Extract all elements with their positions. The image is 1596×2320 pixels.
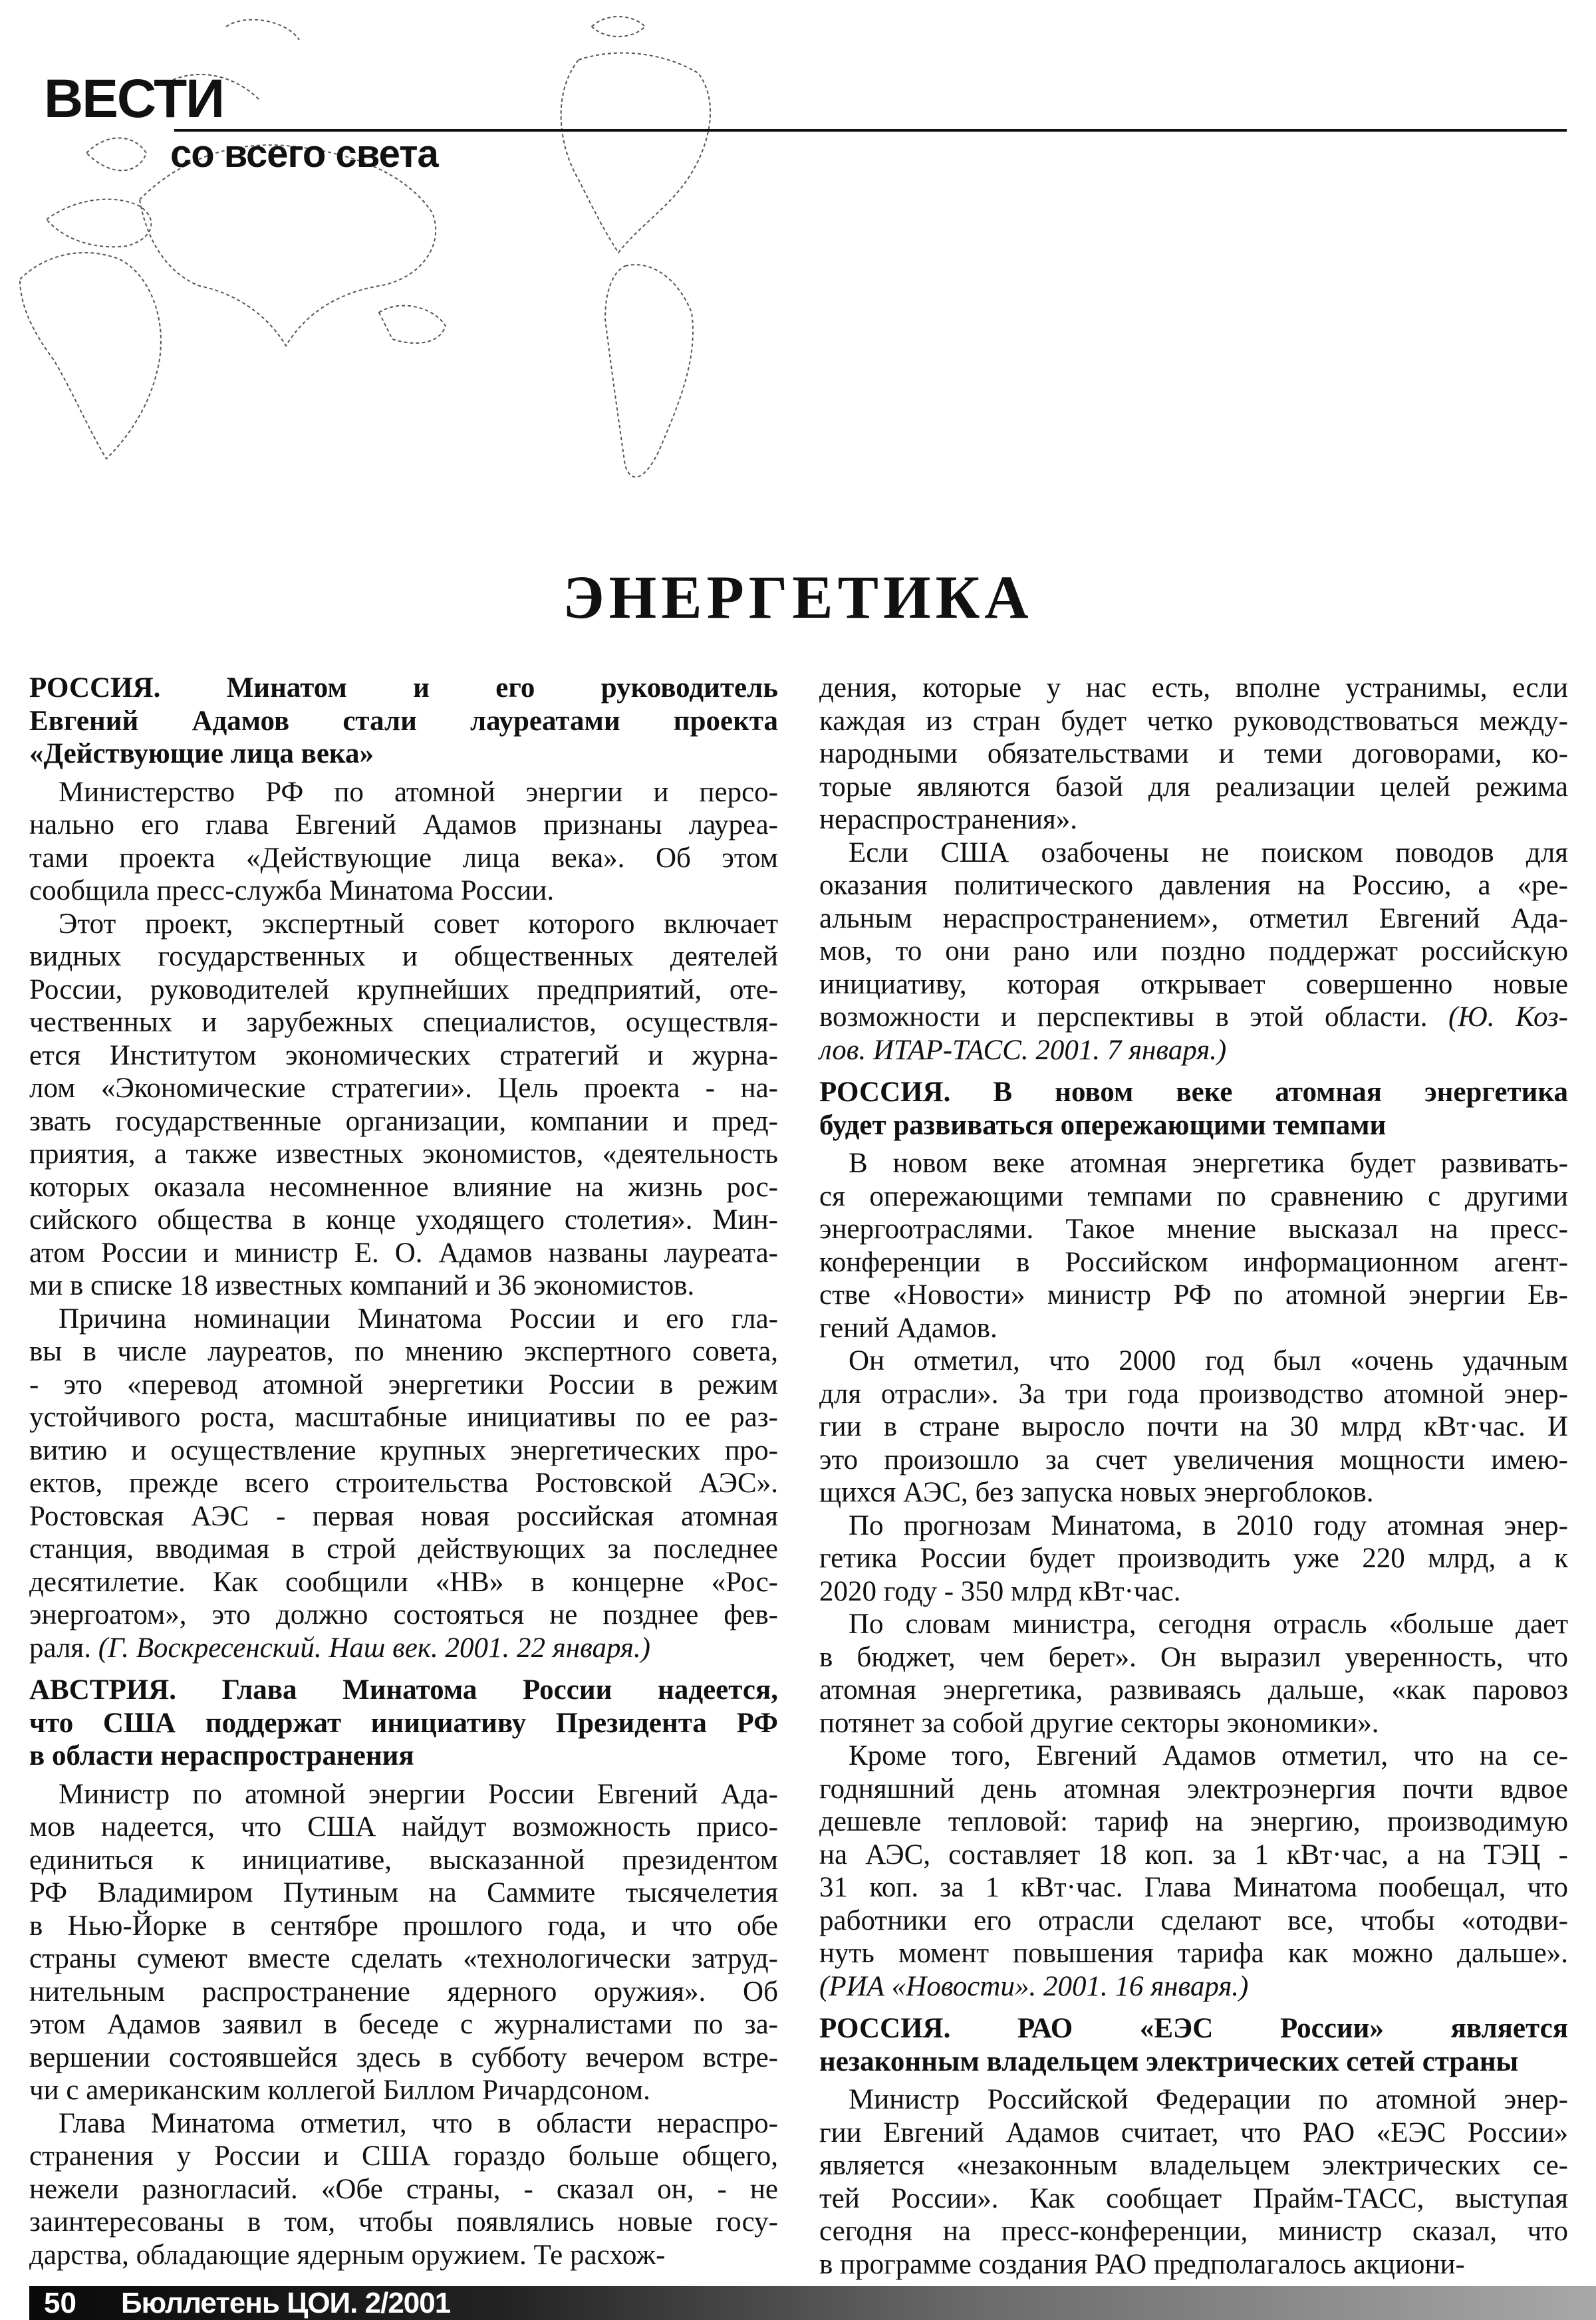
paragraph (29, 2107, 778, 2272)
text-line: витию и осуществление крупных энергетических про- (29, 1434, 778, 1466)
text-line: стве «Новости» министр РФ по атомной энергии Ев- (819, 1279, 1568, 1311)
text-line: России, руководителей крупнейших предприятий, оте- (29, 973, 778, 1005)
paragraph (819, 837, 1568, 1067)
text-line (29, 1632, 778, 1665)
text-line: 31 коп. за 1 кВт·час. Глава Минатома пообещал, что (819, 1872, 1568, 1903)
text-line: ектов, прежде всего строительства Ростовской АЭС». (29, 1468, 778, 1499)
paragraph (29, 908, 778, 1303)
text-line: это произошло за счет увеличения мощности имею- (819, 1444, 1568, 1476)
text-line: По словам министра, сегодня отрасль «больше дает (849, 1609, 1568, 1640)
text-line: «Действующие лица века» (29, 738, 374, 769)
text-line: видных государственных и общественных деятелей (29, 941, 778, 972)
header-rule (174, 129, 1567, 132)
paragraph (819, 1509, 1568, 1609)
footer-bar (29, 2286, 1596, 2320)
paragraph (819, 1608, 1568, 1740)
text-line: Министр Российской Федерации по атомной энер- (849, 2084, 1568, 2115)
text-line: мов, то они рано или поздно поддержат российскую (819, 936, 1568, 967)
text-line: 2020 году - 350 млрд кВт·час. (819, 1575, 1181, 1607)
brand-title: ВЕСТИ (44, 68, 224, 129)
text-line: вершении состоявшейся здесь в субботу вечером встре- (29, 2041, 778, 2073)
text-line: энергоотраслями. Такое мнение высказал на пресс- (819, 1214, 1568, 1245)
text-line: тей России». Как сообщает Прайм-ТАСС, выступая (819, 2182, 1568, 2214)
text-line: Он отметил, что 2000 год был «очень удачным (849, 1345, 1568, 1376)
text-line (819, 1001, 1568, 1034)
text-line: торые являются базой для реализации целей режима (819, 771, 1568, 803)
text-line: сегодня на пресс-конференции, министр сказал, что (819, 2216, 1568, 2247)
brand-subtitle: со всего света (170, 132, 438, 176)
text-line: странения у России и США гораздо больше общего, (29, 2140, 778, 2172)
text-line: которых оказала несомненное влияние на жизнь рос- (29, 1171, 778, 1203)
text-line: Причина номинации Минатома России и его гла- (59, 1303, 778, 1335)
line-text: возможности и перспективы в этой области. (819, 1001, 1449, 1033)
text-line: народными обязательствами и теми договорами, ко- (819, 738, 1568, 769)
text-line: потянет за собой другие секторы экономики». (819, 1707, 1379, 1739)
text-line: станция, вводимая в строй действующих за последнее (29, 1533, 778, 1565)
text-line: заинтересованы в том, чтобы появлялись новые госу- (29, 2206, 778, 2238)
text-line: Ростовская АЭС - первая новая российская атомная (29, 1500, 778, 1532)
text-line: По прогнозам Минатома, в 2010 году атомная энер- (849, 1509, 1568, 1541)
text-line: Глава Минатома отметил, что в области нераспро- (59, 2107, 778, 2139)
text-line: чественных и зарубежных специалистов, осуществля- (29, 1007, 778, 1038)
text-line: дения, которые у нас есть, вполне устранимы, если (819, 672, 1568, 704)
text-line: вы в числе лауреатов, по мнению экспертного совета, (29, 1336, 778, 1367)
text-line: нуть момент повышения тарифа как можно дальше». (819, 1938, 1568, 1969)
text-line: Министр по атомной энергии России Евгений Ада- (59, 1778, 778, 1810)
text-line: щихся АЭС, без запуска новых энергоблоков. (819, 1477, 1374, 1508)
text-line (819, 1970, 1568, 2003)
text-line: гии в стране выросло почти на 30 млрд кВт·час. И (819, 1411, 1568, 1442)
source-citation: (РИА «Новости». 2001. 16 января.) (819, 1970, 1249, 2002)
text-line: является «незаконным владельцем электрических се- (819, 2150, 1568, 2181)
paragraph (29, 776, 778, 908)
text-line: что США поддержат инициативу Президента РФ (29, 1707, 778, 1739)
paragraph (819, 1147, 1568, 1345)
paragraph (29, 1303, 778, 1665)
paragraph (819, 1345, 1568, 1509)
text-line: лом «Экономические стратегии». Цель проекта - на- (29, 1073, 778, 1104)
text-line: нераспространения». (819, 804, 1077, 835)
text-line: мов надеется, что США найдут возможность присо- (29, 1811, 778, 1843)
text-line: этом Адамов заявил в беседе с журналистами по за- (29, 2009, 778, 2040)
text-line: десятилетие. Как сообщили «НВ» в концерне «Рос- (29, 1566, 778, 1598)
text-line: нительным распространение ядерного оружия». Об (29, 1976, 778, 2007)
paragraph (819, 2083, 1568, 2281)
text-line: Этот проект, экспертный совет которого включает (59, 908, 778, 940)
column-right (819, 672, 1568, 2281)
text-line: АВСТРИЯ. Глава Минатома России надеется, (29, 1674, 778, 1706)
text-line: энергоатом», это должно состояться не позднее фев- (29, 1599, 778, 1630)
text-line: конференции в Российском информационном агент- (819, 1246, 1568, 1278)
text-line: оказания политического давления на Россию, а «ре- (819, 870, 1568, 901)
text-line: приятия, а также известных экономистов, «деятельность (29, 1138, 778, 1170)
source-citation: лов. ИТАР-ТАСС. 2001. 7 января.) (819, 1034, 1227, 1066)
text-line: инициативу, которая открывает совершенно новые (819, 968, 1568, 1000)
source-citation: (Ю. Коз- (1448, 1001, 1568, 1033)
text-line: чи с американским коллегой Биллом Ричардсоном. (29, 2075, 650, 2106)
text-line: Кроме того, Евгений Адамов отметил, что на се- (849, 1740, 1568, 1771)
text-line: тами проекта «Действующие лица века». Об этом (29, 842, 778, 874)
journal-title: Бюллетень ЦОИ. 2/2001 (121, 2287, 451, 2319)
text-line: нежели разногласий. «Обе страны, - сказал он, - не (29, 2173, 778, 2205)
text-line (819, 1034, 1568, 1067)
text-line: незаконным владельцем электрических сетей страны (819, 2045, 1519, 2077)
paragraph (819, 672, 1568, 837)
text-line: будет развиваться опережающими темпами (819, 1109, 1387, 1141)
text-line: атом России и министр Е. О. Адамов названы лауреата- (29, 1237, 778, 1269)
text-line: на АЭС, составляет 18 коп. за 1 кВт·час, а на ТЭЦ - (819, 1839, 1568, 1870)
text-line: РОССИЯ. В новом веке атомная энергетика (819, 1077, 1568, 1108)
text-line: ется Институтом экономических стратегий и журна- (29, 1039, 778, 1071)
text-line: Если США озабочены не поиском поводов для (849, 837, 1568, 868)
section-title: ЭНЕРГЕТИКА (563, 563, 1033, 631)
text-line: каждая из стран будет четко руководствоваться между- (819, 705, 1568, 737)
article-heading (819, 2012, 1568, 2078)
text-line: РОССИЯ. Минатом и его руководитель (29, 672, 778, 704)
article-heading (29, 1674, 778, 1773)
line-text: раля. (29, 1632, 98, 1664)
text-line: сийского общества в конце уходящего столетия». Мин- (29, 1204, 778, 1235)
text-line: РФ Владимиром Путиным на Саммите тысячелетия (29, 1877, 778, 1908)
text-line: в Нью-Йорке в сентябре прошлого года, и что обе (29, 1910, 778, 1942)
text-line: Министерство РФ по атомной энергии и персо- (59, 776, 778, 808)
text-line: работники его отрасли сделают все, чтобы «отодви- (819, 1904, 1568, 1936)
source-citation: (Г. Воскресенский. Наш век. 2001. 22 января.) (98, 1632, 650, 1664)
paragraph (29, 1778, 778, 2107)
text-line: устойчивого роста, масштабные инициативы по ее раз- (29, 1402, 778, 1433)
text-line: нально его глава Евгений Адамов признаны лауреа- (29, 809, 778, 840)
article-heading (29, 672, 778, 771)
text-line: В новом веке атомная энергетика будет развивать- (849, 1148, 1568, 1179)
text-line: ми в списке 18 известных компаний и 36 экономистов. (29, 1270, 695, 1301)
text-line: гений Адамов. (819, 1312, 998, 1344)
text-line: РОССИЯ. РАО «ЕЭС России» является (819, 2013, 1568, 2044)
text-line: гетика России будет производить уже 220 млрд, а к (819, 1543, 1568, 1574)
text-line: альным нераспространением», отметил Евгений Ада- (819, 902, 1568, 934)
text-line: атомная энергетика, развиваясь дальше, «как паровоз (819, 1674, 1568, 1706)
paragraph (819, 1740, 1568, 2003)
text-line: для отрасли». За три года производство атомной энер- (819, 1378, 1568, 1410)
text-line: гии Евгений Адамов считает, что РАО «ЕЭС России» (819, 2117, 1568, 2148)
text-line: звать государственные организации, компании и пред- (29, 1105, 778, 1137)
text-line: годняшний день атомная электроэнергия почти вдвое (819, 1773, 1568, 1805)
text-line: в бюджет, чем берет». Он выразил уверенность, что (819, 1641, 1568, 1673)
text-line: страны сумеют вместе сделать «технологически затруд- (29, 1943, 778, 1974)
text-line: Евгений Адамов стали лауреатами проекта (29, 705, 778, 737)
text-line: дешевле тепловой: тариф на энергию, производимую (819, 1806, 1568, 1837)
article-heading (819, 1076, 1568, 1142)
text-line: в программе создания РАО предполагалось акциони- (819, 2248, 1465, 2280)
text-line: - это «перевод атомной энергетики России в режим (29, 1368, 778, 1400)
text-line: ся опережающими темпами по сравнению с другими (819, 1180, 1568, 1212)
page-number: 50 (44, 2287, 76, 2319)
text-line: в области нераспространения (29, 1740, 414, 1771)
text-line: дарства, обладающие ядерным оружием. Те расхож- (29, 2239, 666, 2271)
column-left (29, 672, 778, 2271)
text-line: сообщила пресс-служба Минатома России. (29, 875, 555, 906)
text-line: единиться к инициативе, высказанной президентом (29, 1844, 778, 1876)
